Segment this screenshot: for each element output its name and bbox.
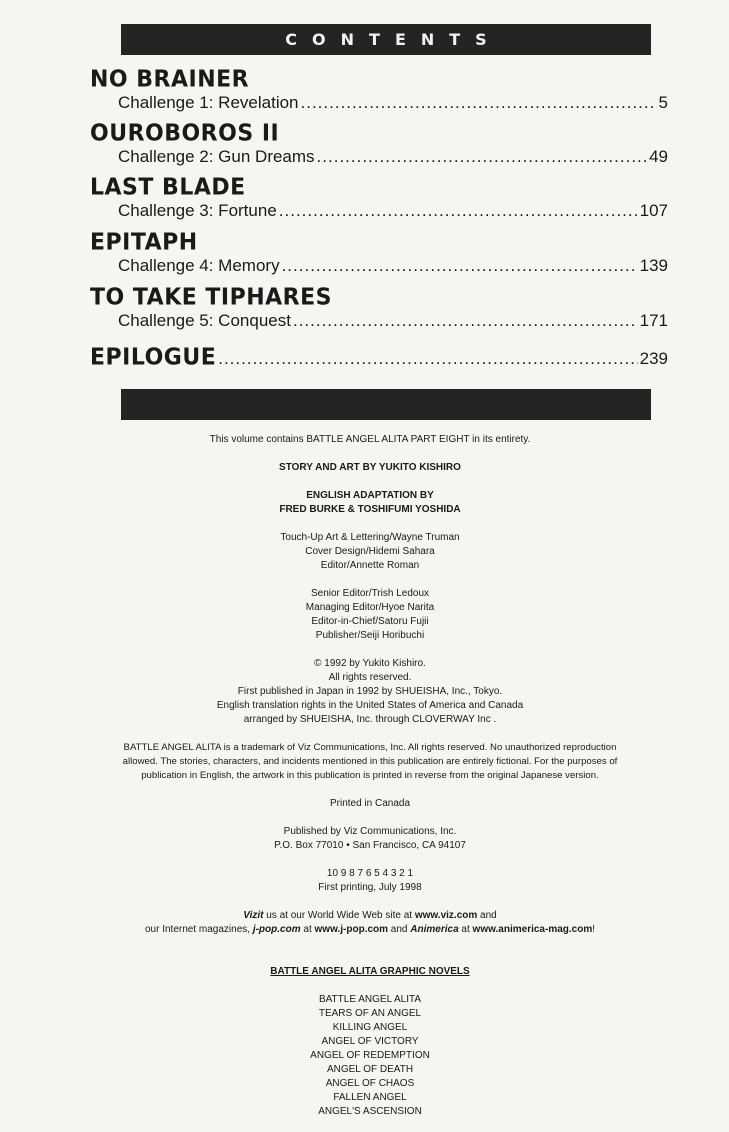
animerica-url: www.animerica-mag.com: [472, 924, 593, 935]
toc-story-title: LAST BLADE: [90, 174, 246, 201]
staff-line: Cover Design/Hidemi Sahara: [305, 546, 435, 557]
toc-chapter-label: Challenge 5: Conquest: [118, 311, 291, 330]
divider-bar: [121, 389, 651, 420]
toc-chapter-label: Challenge 3: Fortune: [118, 201, 277, 220]
trademark-line: allowed. The stories, characters, and incidents mentioned in this publication are entirely fictional. For the purposes of: [122, 756, 618, 767]
publisher-line: Published by Viz Communications, Inc.: [283, 826, 457, 837]
toc-page-number: 5: [658, 93, 668, 112]
copyright-line: First published in Japan in 1992 by SHUEISHA, Inc., Tokyo.: [237, 686, 503, 697]
toc-story-title: TO TAKE TIPHARES: [90, 284, 332, 311]
staff-line: Managing Editor/Hyoe Narita: [305, 602, 435, 613]
printed-in: Printed in Canada: [329, 798, 411, 809]
staff-line: Senior Editor/Trish Ledoux: [310, 588, 430, 599]
staff-line: Editor-in-Chief/Satoru Fujii: [311, 616, 429, 627]
toc-chapter-row: [118, 146, 668, 168]
contents-title: CONTENTS: [285, 30, 502, 49]
web-line-2: our Internet magazines, j-pop.com at www.j-pop.com and Animerica at www.animerica-mag.com!: [144, 924, 595, 935]
toc-chapter-row: [118, 255, 668, 277]
web-line-1: Vizit us at our World Wide Web site at www.viz.com and: [243, 910, 497, 921]
toc-leader-dots: [282, 255, 638, 277]
toc-entry-5: [90, 286, 668, 332]
staff-line: Publisher/Seiji Horibuchi: [315, 630, 425, 641]
copyright-line: All rights reserved.: [328, 672, 412, 683]
adaptation-names: FRED BURKE & TOSHIFUMI YOSHIDA: [279, 504, 461, 515]
toc-chapter-row: [118, 92, 668, 114]
adaptation-label: ENGLISH ADAPTATION BY: [306, 490, 434, 501]
toc-leader-dots: [279, 200, 638, 222]
publisher-address: P.O. Box 77010 • San Francisco, CA 94107: [274, 840, 466, 851]
toc-chapter-label: Challenge 1: Revelation: [118, 93, 299, 112]
copyright-line: © 1992 by Yukito Kishiro.: [314, 658, 426, 669]
printing-date: First printing, July 1998: [318, 882, 422, 893]
toc-page-number: 107: [639, 201, 668, 220]
credits-block: [80, 433, 660, 1119]
toc-entry-2: [90, 122, 668, 168]
toc-leader-dots: [293, 310, 638, 332]
intro-text: This volume contains BATTLE ANGEL ALITA PART EIGHT in its entirety.: [209, 434, 531, 445]
jpop-name: j-pop.com: [252, 924, 301, 935]
toc-chapter-label: Challenge 2: Gun Dreams: [118, 147, 315, 166]
toc-page-number: 171: [639, 311, 668, 330]
vizit-text: Vizit: [243, 910, 264, 921]
toc-entry-1: [90, 68, 668, 114]
toc-epilogue: [90, 346, 668, 370]
toc-chapter-row: [118, 310, 668, 332]
toc-entry-3: [90, 176, 668, 222]
novel-title: TEARS OF AN ANGEL: [318, 1008, 422, 1019]
contents-header-bar: [121, 24, 651, 55]
story-art-credit: STORY AND ART BY YUKITO KISHIRO: [279, 462, 461, 473]
novels-heading: BATTLE ANGEL ALITA GRAPHIC NOVELS: [270, 966, 470, 977]
toc-story-title: OUROBOROS II: [90, 120, 280, 147]
novel-title: ANGEL OF DEATH: [326, 1064, 414, 1075]
staff-line: Touch-Up Art & Lettering/Wayne Truman: [280, 532, 460, 543]
trademark-line: publication in English, the artwork in this publication is printed in reverse from the original Japanese version.: [141, 770, 599, 781]
epilogue-title: EPILOGUE: [90, 344, 217, 371]
toc-story-title: EPITAPH: [90, 229, 198, 256]
toc-story-title: NO BRAINER: [90, 66, 250, 93]
toc-page-number: 139: [639, 256, 668, 275]
novel-title: ANGEL OF CHAOS: [325, 1078, 415, 1089]
toc-chapter-row: [118, 200, 668, 222]
novel-title: KILLING ANGEL: [332, 1022, 408, 1033]
toc-leader-dots: [301, 92, 657, 114]
staff-line: Editor/Annette Roman: [320, 560, 420, 571]
toc-entry-4: [90, 231, 668, 277]
toc-leader-dots: [317, 146, 648, 168]
novel-title: ANGEL OF VICTORY: [321, 1036, 419, 1047]
novel-title: FALLEN ANGEL: [333, 1092, 407, 1103]
epilogue-row: [90, 346, 668, 370]
novel-title: BATTLE ANGEL ALITA: [318, 994, 422, 1005]
printing-numbers: 10 9 8 7 6 5 4 3 2 1: [326, 868, 414, 879]
novel-title: ANGEL'S ASCENSION: [318, 1106, 422, 1117]
trademark-line: BATTLE ANGEL ALITA is a trademark of Viz Communications, Inc. All rights reserved. No unauthorized reproduction: [123, 742, 617, 753]
viz-url: www.viz.com: [414, 910, 478, 921]
toc-leader-dots: [218, 349, 637, 369]
copyright-line: arranged by SHUEISHA, Inc. through CLOVERWAY Inc .: [243, 714, 497, 725]
toc-chapter-label: Challenge 4: Memory: [118, 256, 280, 275]
animerica-name: Animerica: [410, 924, 459, 935]
toc-page-number: 49: [649, 147, 668, 166]
epilogue-page-number: 239: [639, 349, 668, 368]
jpop-url: www.j-pop.com: [314, 924, 389, 935]
novel-title: ANGEL OF REDEMPTION: [310, 1050, 430, 1061]
copyright-line: English translation rights in the United States of America and Canada: [216, 700, 524, 711]
